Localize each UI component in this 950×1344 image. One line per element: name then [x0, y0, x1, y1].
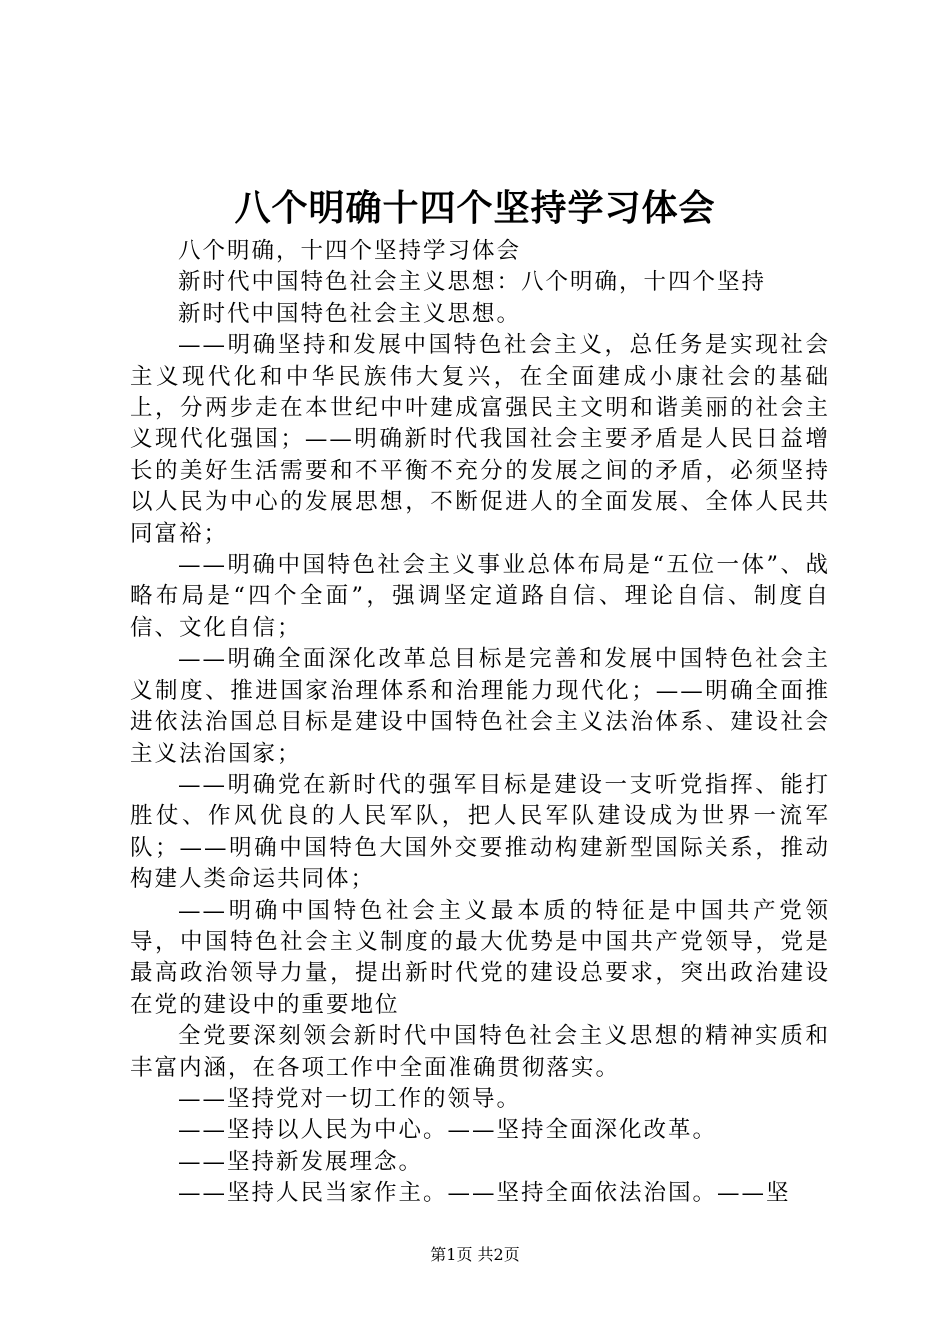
paragraph: ——明确坚持和发展中国特色社会主义，总任务是实现社会主义现代化和中华民族伟大复兴，在全面建成小康社会的基础上，分两步走在本世纪中叶建成富强民主文明和谐美丽的社会主义现代化强国；——明确新时代我国社会主要矛盾是人民日益增长的美好生活需要和不平衡不充分的发展之间的矛盾，必须坚持以人民为中心的发展思想，不断促进人的全面发展、全体人民共同富裕； — [130, 332, 830, 547]
document-title: 八个明确十四个坚持学习体会 — [234, 187, 716, 229]
paragraph: ——坚持新发展理念。 — [178, 1148, 424, 1175]
paragraph: ——明确中国特色社会主义最本质的特征是中国共产党领导，中国特色社会主义制度的最大优势是中国共产党领导，党是最高政治领导力量，提出新时代党的建设总要求，突出政治建设在党的建设中的重要地位 — [130, 897, 830, 1018]
page-number-footer: 第1页 共2页 — [430, 1245, 520, 1264]
paragraph: 新时代中国特色社会主义思想。 — [178, 300, 522, 327]
paragraph: ——明确党在新时代的强军目标是建设一支听党指挥、能打胜仗、作风优良的人民军队，把人民军队建设成为世界一流军队；——明确中国特色大国外交要推动构建新型国际关系，推动构建人类命运共同体； — [130, 771, 830, 893]
paragraph: 全党要深刻领会新时代中国特色社会主义思想的精神实质和丰富内涵，在各项工作中全面准确贯彻落实。 — [130, 1023, 830, 1081]
paragraph: ——明确全面深化改革总目标是完善和发展中国特色社会主义制度、推进国家治理体系和治理能力现代化；——明确全面推进依法治国总目标是建设中国特色社会主义法治体系、建设社会主义法治国家； — [130, 646, 830, 767]
document-body — [130, 236, 830, 1210]
paragraph: 新时代中国特色社会主义思想：八个明确，十四个坚持 — [178, 269, 767, 296]
paragraph: 八个明确，十四个坚持学习体会 — [178, 238, 522, 264]
paragraph: ——坚持党对一切工作的领导。 — [178, 1085, 522, 1112]
paragraph: ——坚持人民当家作主。——坚持全面依法治国。——坚 — [178, 1180, 791, 1207]
paragraph: ——坚持以人民为中心。——坚持全面深化改革。 — [178, 1117, 718, 1144]
paragraph: ——明确中国特色社会主义事业总体布局是“五位一体”、战略布局是“四个全面”，强调坚定道路自信、理论自信、制度自信、文化自信； — [130, 552, 830, 641]
